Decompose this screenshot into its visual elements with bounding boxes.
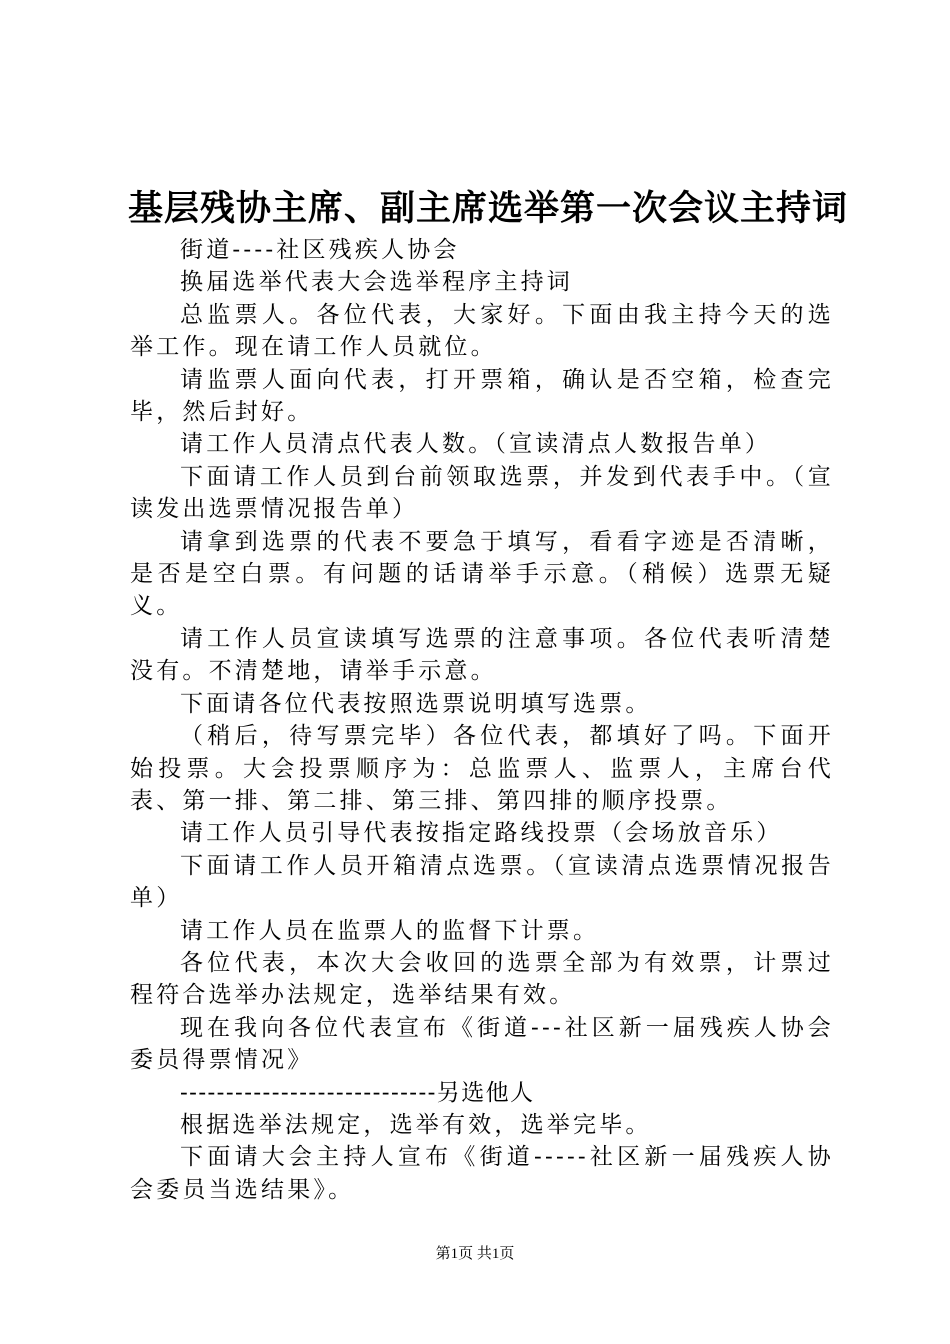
paragraph: 请监票人面向代表，打开票箱，确认是否空箱，检查完毕，然后封好。	[130, 366, 834, 426]
paragraph: 下面请各位代表按照选票说明填写选票。	[180, 690, 652, 717]
paragraph: 总监票人。各位代表，大家好。下面由我主持今天的选举工作。现在请工作人员就位。	[130, 301, 834, 361]
page-number-footer: 第1页 共1页	[435, 1246, 515, 1262]
paragraph: 请工作人员宣读填写选票的注意事项。各位代表听清楚没有。不清楚地，请举手示意。	[130, 625, 834, 685]
paragraph: 根据选举法规定，选举有效，选举完毕。	[180, 1111, 652, 1138]
paragraph: 请拿到选票的代表不要急于填写，看看字迹是否清晰，是否是空白票。有问题的话请举手示意。（稍候）选票无疑义。	[130, 528, 834, 620]
paragraph: 街道----社区残疾人协会	[180, 237, 460, 263]
paragraph: 下面请大会主持人宣布《街道-----社区新一届残疾人协会委员当选结果》。	[130, 1144, 834, 1203]
paragraph: 现在我向各位代表宣布《街道---社区新一届残疾人协会委员得票情况》	[130, 1014, 834, 1074]
document-title: 基层残协主席、副主席选举第一次会议主持词	[128, 189, 849, 229]
paragraph: ----------------------------另选他人	[180, 1079, 535, 1106]
paragraph: 下面请工作人员开箱清点选票。（宣读清点选票情况报告单）	[130, 852, 834, 912]
paragraph: 各位代表，本次大会收回的选票全部为有效票，计票过程符合选举办法规定，选举结果有效。	[130, 949, 834, 1009]
document-body	[130, 234, 834, 1206]
paragraph: 请工作人员在监票人的监督下计票。	[180, 917, 600, 944]
paragraph: 下面请工作人员到台前领取选票，并发到代表手中。（宣读发出选票情况报告单）	[130, 463, 834, 523]
paragraph: 请工作人员引导代表按指定路线投票（会场放音乐）	[180, 820, 783, 847]
paragraph: （稍后，待写票完毕）各位代表，都填好了吗。下面开始投票。大会投票顺序为：总监票人、监票人，主席台代表、第一排、第二排、第三排、第四排的顺序投票。	[130, 723, 834, 814]
paragraph: 请工作人员清点代表人数。（宣读清点人数报告单）	[180, 431, 772, 458]
paragraph: 换届选举代表大会选举程序主持词	[180, 269, 573, 296]
